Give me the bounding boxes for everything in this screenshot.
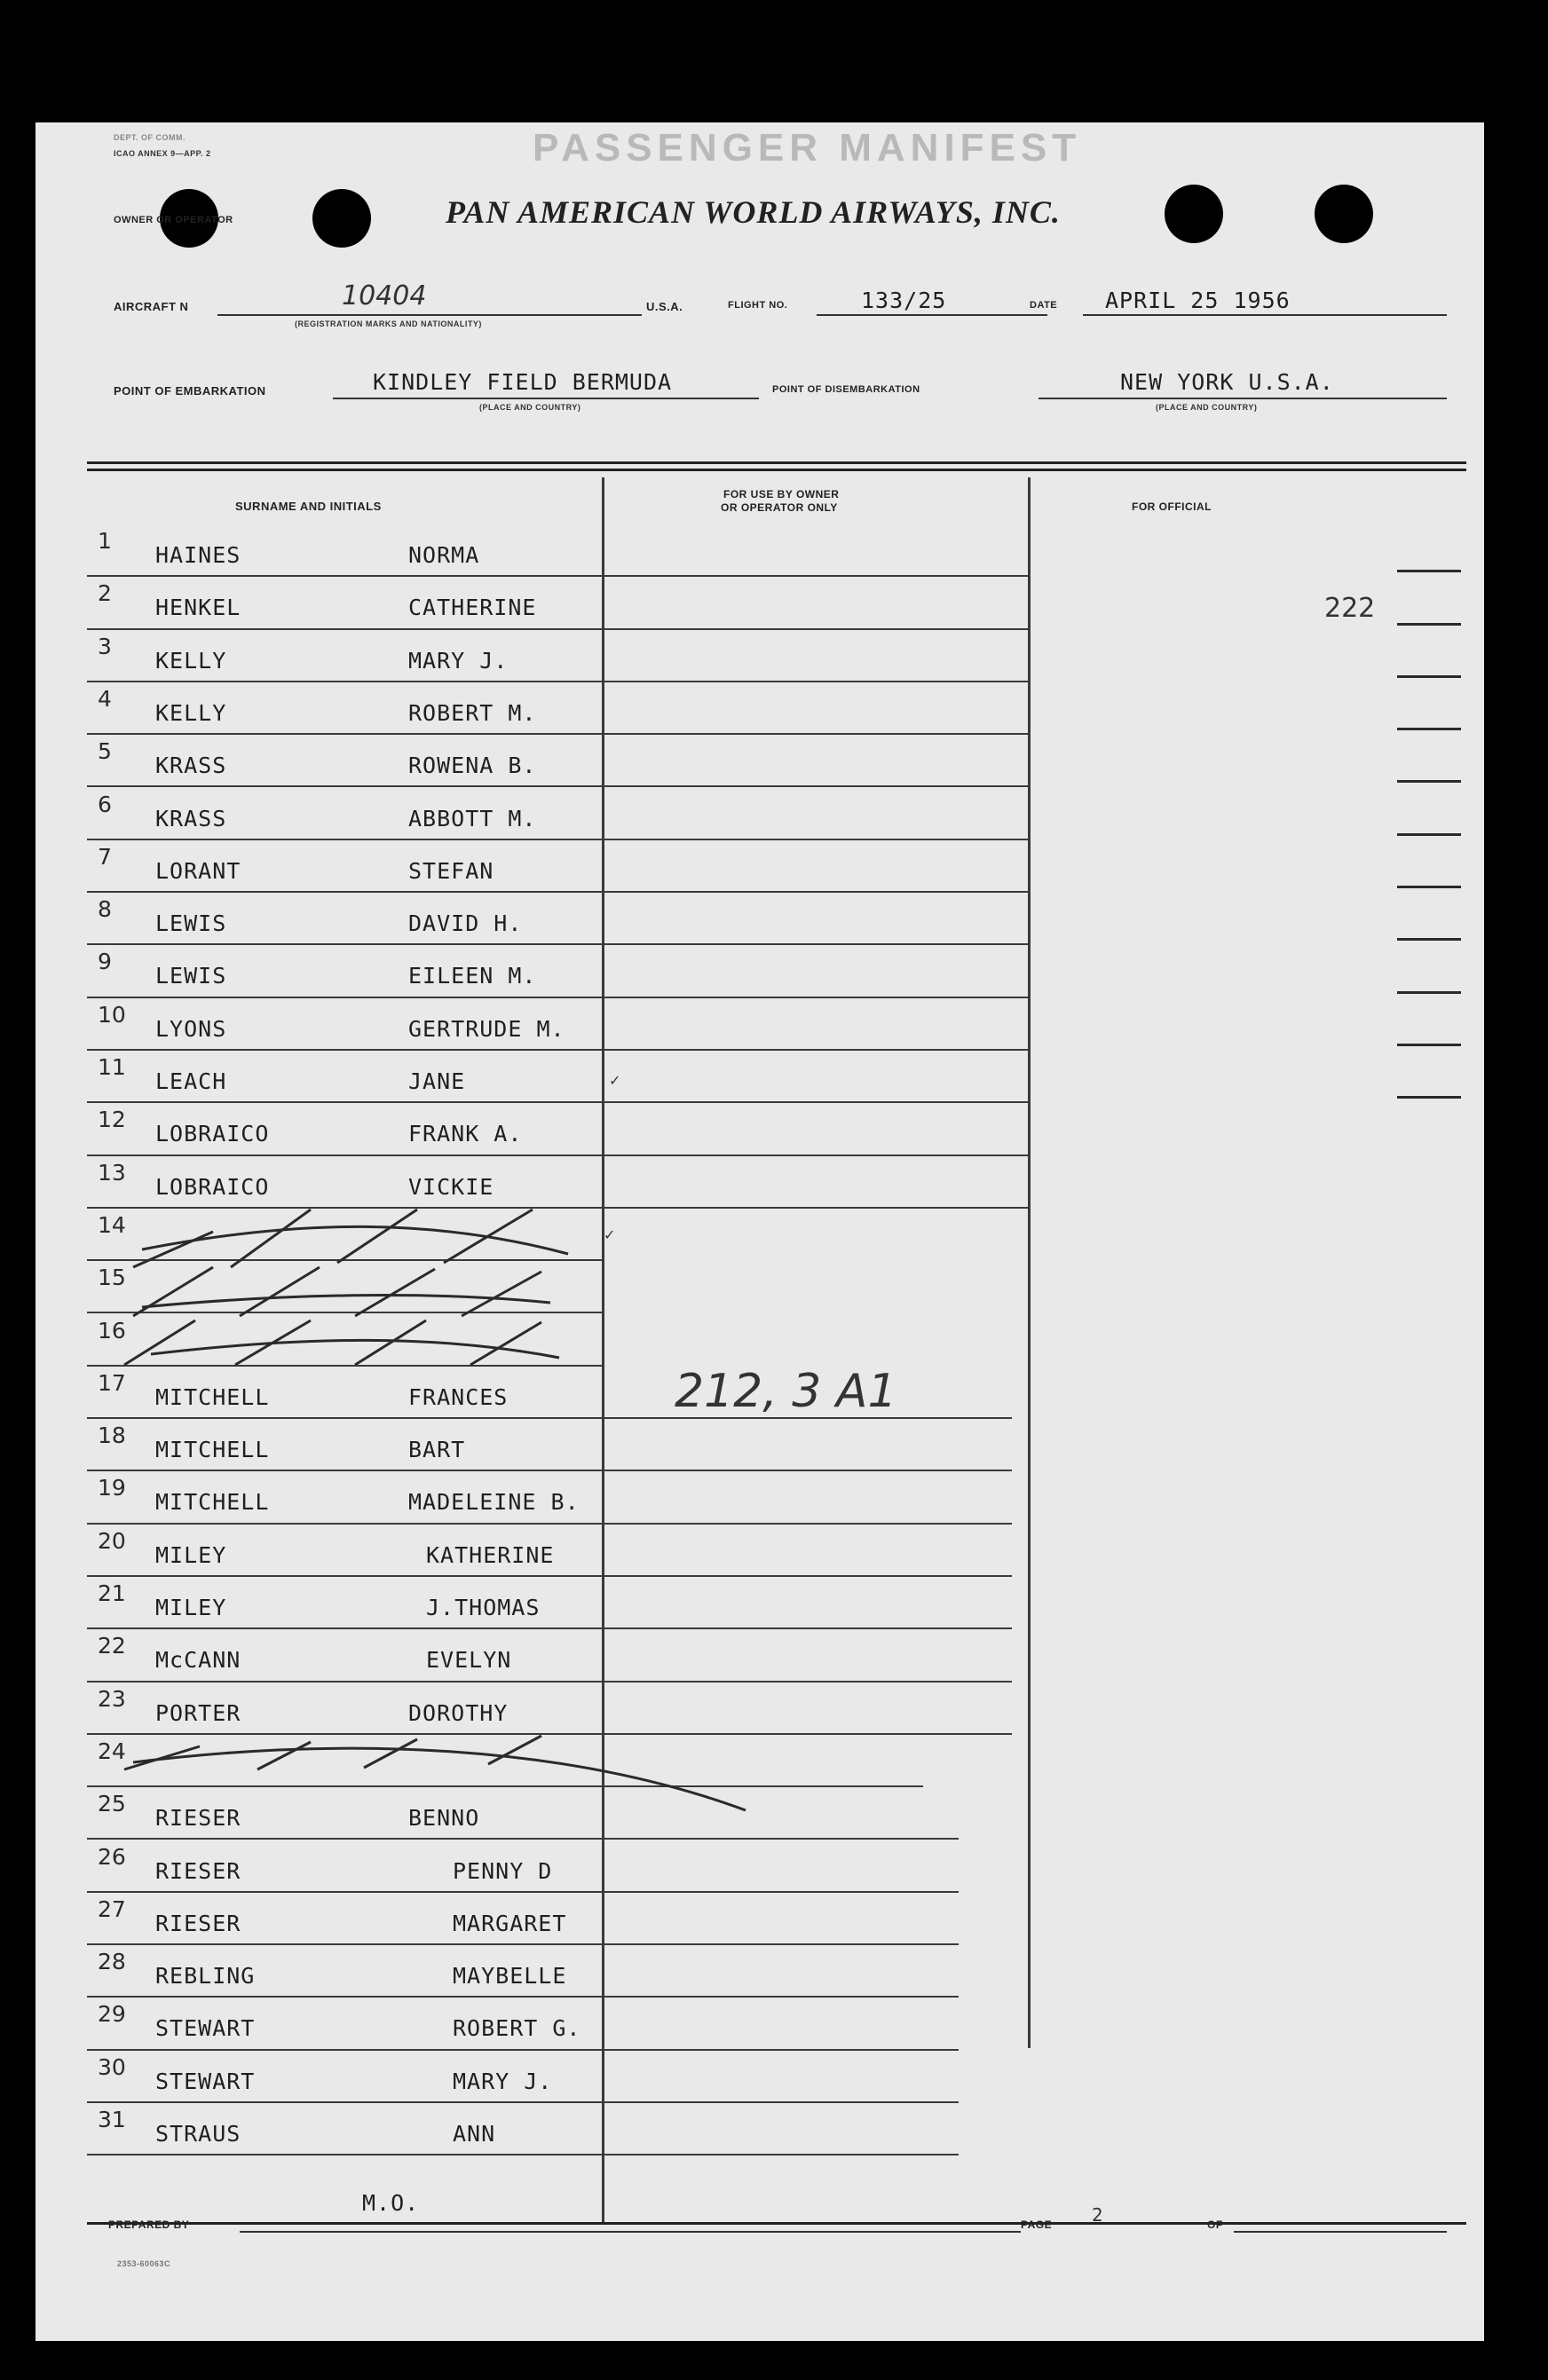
passenger-given-name: CATHERINE bbox=[408, 595, 537, 621]
passenger-surname: LEWIS bbox=[155, 963, 227, 989]
registration-caption: (REGISTRATION MARKS AND NATIONALITY) bbox=[295, 319, 482, 328]
passenger-surname: KRASS bbox=[155, 753, 227, 779]
passenger-given-name: JANE bbox=[408, 1068, 466, 1094]
passenger-surname: HAINES bbox=[155, 542, 241, 568]
passenger-surname: STEWART bbox=[155, 2015, 256, 2042]
passenger-surname: KRASS bbox=[155, 805, 227, 831]
passenger-surname: STRAUS bbox=[155, 2121, 241, 2147]
passenger-surname: KELLY bbox=[155, 699, 227, 726]
passenger-given-name: PENNY D bbox=[453, 1857, 553, 1884]
passenger-surname: LEWIS bbox=[155, 910, 227, 937]
row-number: 6 bbox=[98, 791, 112, 817]
row-number: 26 bbox=[98, 1843, 126, 1870]
form-number: 2353-60063C bbox=[117, 2259, 171, 2268]
row-number: 18 bbox=[98, 1422, 126, 1449]
passenger-given-name: DAVID H. bbox=[408, 910, 523, 937]
row-number: 14 bbox=[98, 1211, 126, 1238]
passenger-surname: HENKEL bbox=[155, 595, 241, 621]
passenger-surname: LOBRAICO bbox=[155, 1173, 270, 1200]
passenger-surname: LORANT bbox=[155, 857, 241, 884]
row-number: 3 bbox=[98, 633, 112, 659]
flight-date: APRIL 25 1956 bbox=[1105, 288, 1291, 313]
official-number: 222 bbox=[1324, 593, 1376, 624]
row-number: 8 bbox=[98, 896, 112, 923]
row-number: 16 bbox=[98, 1317, 126, 1344]
row-number: 11 bbox=[98, 1054, 126, 1080]
row-number: 19 bbox=[98, 1475, 126, 1501]
form-ref-1: DEPT. OF COMM. bbox=[114, 133, 186, 142]
row-number: 24 bbox=[98, 1738, 126, 1764]
passenger-given-name: BART bbox=[408, 1437, 466, 1463]
aircraft-registration: 10404 bbox=[342, 280, 427, 311]
page-number: 2 bbox=[1092, 2204, 1103, 2226]
passenger-given-name: ROBERT G. bbox=[453, 2015, 581, 2042]
passenger-surname: PORTER bbox=[155, 1699, 241, 1726]
row-number: 4 bbox=[98, 685, 112, 712]
form-title: PASSENGER MANIFEST bbox=[533, 126, 1082, 169]
passenger-given-name: ABBOTT M. bbox=[408, 805, 537, 831]
page-label: PAGE bbox=[1021, 2218, 1053, 2231]
owner-use-header-2: OR OPERATOR ONLY bbox=[721, 501, 838, 514]
passenger-given-name: NORMA bbox=[408, 542, 480, 568]
row-number: 20 bbox=[98, 1527, 126, 1554]
disembarkation-caption: (PLACE AND COUNTRY) bbox=[1156, 403, 1258, 412]
owner-use-header-1: FOR USE BY OWNER bbox=[723, 488, 840, 500]
passenger-given-name: STEFAN bbox=[408, 857, 494, 884]
row-number: 15 bbox=[98, 1265, 126, 1291]
passenger-surname: LEACH bbox=[155, 1068, 227, 1094]
passenger-surname: REBLING bbox=[155, 1963, 256, 1990]
row-number: 31 bbox=[98, 2107, 126, 2132]
passenger-given-name: FRANCES bbox=[408, 1383, 509, 1410]
passenger-surname: MITCHELL bbox=[155, 1437, 270, 1463]
prepared-by-value: M.O. bbox=[362, 2190, 420, 2216]
manifest-page bbox=[36, 122, 1484, 2341]
row-number: 29 bbox=[98, 2001, 126, 2028]
passenger-given-name: GERTRUDE M. bbox=[408, 1015, 565, 1042]
passenger-given-name: MARGARET bbox=[453, 1910, 567, 1936]
passenger-given-name: EILEEN M. bbox=[408, 963, 537, 989]
flight-label: FLIGHT NO. bbox=[728, 300, 788, 311]
official-header: FOR OFFICIAL bbox=[1132, 500, 1212, 513]
row-number: 9 bbox=[98, 949, 112, 975]
embarkation-caption: (PLACE AND COUNTRY) bbox=[479, 403, 581, 412]
passenger-given-name: MARY J. bbox=[453, 2068, 553, 2094]
aircraft-label: AIRCRAFT N bbox=[114, 300, 189, 313]
passenger-given-name: BENNO bbox=[408, 1805, 480, 1832]
passenger-given-name: FRANK A. bbox=[408, 1121, 523, 1147]
passenger-given-name: J.THOMAS bbox=[426, 1595, 541, 1620]
passenger-surname: LYONS bbox=[155, 1015, 227, 1042]
passenger-surname: MILEY bbox=[155, 1595, 227, 1620]
passenger-given-name: ROWENA B. bbox=[408, 753, 537, 779]
passenger-surname: STEWART bbox=[155, 2068, 256, 2094]
row-number: 12 bbox=[98, 1107, 126, 1133]
country-label: U.S.A. bbox=[646, 300, 683, 313]
form-ref-2: ICAO ANNEX 9—APP. 2 bbox=[114, 149, 211, 158]
passenger-given-name: MARY J. bbox=[408, 647, 509, 674]
passenger-surname: RIESER bbox=[155, 1910, 241, 1936]
passenger-given-name: EVELYN bbox=[426, 1647, 512, 1674]
passenger-surname: MITCHELL bbox=[155, 1489, 270, 1516]
passenger-surname: LOBRAICO bbox=[155, 1121, 270, 1147]
owner-operator-label: OWNER OR OPERATOR bbox=[114, 215, 233, 225]
passenger-given-name: KATHERINE bbox=[426, 1541, 555, 1568]
passenger-given-name: DOROTHY bbox=[408, 1699, 509, 1726]
row-number: 22 bbox=[98, 1633, 126, 1659]
passenger-given-name: ANN bbox=[453, 2121, 496, 2147]
surname-column-header: SURNAME AND INITIALS bbox=[235, 500, 382, 513]
row-number: 13 bbox=[98, 1159, 126, 1186]
passenger-given-name: MADELEINE B. bbox=[408, 1489, 580, 1516]
row-number: 7 bbox=[98, 843, 112, 870]
passenger-surname: KELLY bbox=[155, 647, 227, 674]
passenger-surname: RIESER bbox=[155, 1805, 241, 1832]
passenger-surname: MILEY bbox=[155, 1541, 227, 1568]
passenger-surname: McCANN bbox=[155, 1647, 241, 1674]
passenger-given-name: MAYBELLE bbox=[453, 1963, 567, 1990]
airline-name: PAN AMERICAN WORLD AIRWAYS, INC. bbox=[446, 194, 1061, 230]
row-number: 17 bbox=[98, 1369, 126, 1396]
passenger-given-name: VICKIE bbox=[408, 1173, 494, 1200]
passenger-given-name: ROBERT M. bbox=[408, 699, 537, 726]
row-number: 28 bbox=[98, 1949, 126, 1975]
embarkation-place: KINDLEY FIELD BERMUDA bbox=[373, 369, 673, 395]
row-number: 30 bbox=[98, 2053, 126, 2080]
row11-check: ✓ bbox=[609, 1072, 621, 1089]
row-number: 10 bbox=[98, 1001, 126, 1028]
disembarkation-label: POINT OF DISEMBARKATION bbox=[772, 384, 920, 395]
row-number: 5 bbox=[98, 738, 112, 765]
disembarkation-place: NEW YORK U.S.A. bbox=[1120, 369, 1334, 395]
row-number: 25 bbox=[98, 1791, 126, 1817]
strike-marks bbox=[36, 122, 1484, 2341]
date-label: DATE bbox=[1030, 300, 1058, 311]
row-number: 2 bbox=[98, 580, 112, 607]
row17-note: 212, 3 A1 bbox=[675, 1365, 897, 1418]
flight-number: 133/25 bbox=[861, 288, 947, 313]
row-number: 27 bbox=[98, 1895, 126, 1922]
embarkation-label: POINT OF EMBARKATION bbox=[114, 384, 266, 398]
row-number: 21 bbox=[98, 1580, 126, 1606]
of-label: OF bbox=[1207, 2218, 1223, 2231]
passenger-surname: MITCHELL bbox=[155, 1383, 270, 1410]
passenger-surname: RIESER bbox=[155, 1857, 241, 1884]
prepared-by-label: PREPARED BY bbox=[108, 2218, 190, 2231]
row-number: 1 bbox=[98, 528, 112, 554]
row14-check: ✓ bbox=[604, 1226, 616, 1243]
row-number: 23 bbox=[98, 1685, 126, 1712]
